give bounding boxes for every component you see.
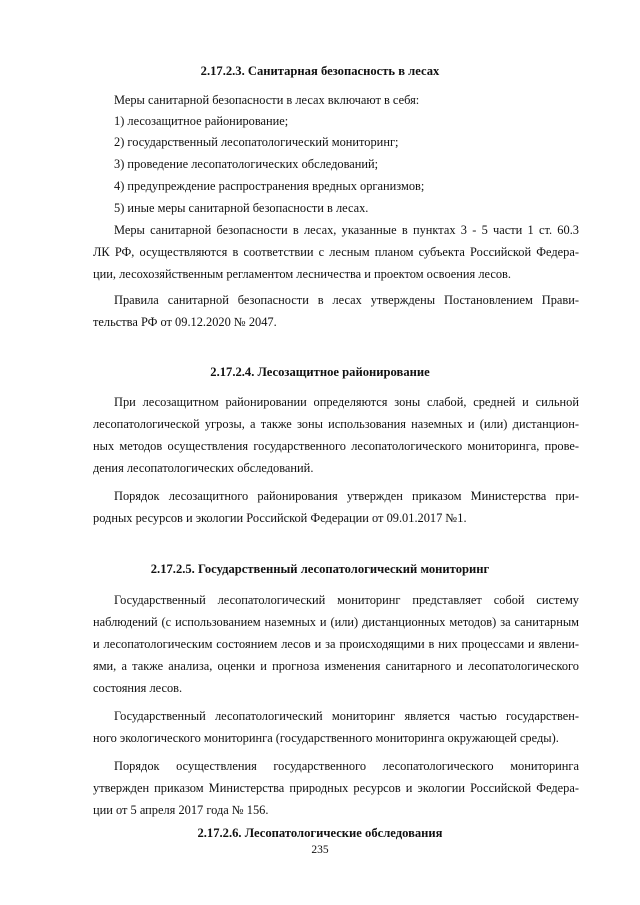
list-item: 5) иные меры санитарной безопасности в лесах.: [114, 201, 369, 215]
list-item: 4) предупреждение распространения вредных организмов;: [114, 179, 425, 193]
paragraph-line: ных методов осуществления государственного лесопатологического мониторинга, прове-: [93, 439, 579, 453]
paragraph-line: Меры санитарной безопасности в лесах включают в себя:: [114, 93, 420, 107]
list-item: 3) проведение лесопатологических обследований;: [114, 157, 379, 171]
paragraph-line: и лесопатологическим состоянием лесов и за происходящими в них процессами и явлени-: [93, 637, 579, 651]
page-number: 235: [311, 844, 329, 856]
section-heading-2-17-2-5: 2.17.2.5. Государственный лесопатологический мониторинг: [150, 562, 490, 576]
paragraph-line: ции от 5 апреля 2017 года № 156.: [93, 803, 269, 817]
paragraph-line: ями, а также анализа, оценки и прогноза изменения санитарного и лесопатологического: [93, 659, 579, 673]
paragraph-line: Порядок осуществления государственного лесопатологического мониторинга: [114, 759, 579, 773]
paragraph-line: Государственный лесопатологический мониторинг представляет собой систему: [114, 593, 579, 607]
section-heading-2-17-2-3: 2.17.2.3. Санитарная безопасность в лесах: [200, 64, 440, 78]
paragraph-line: Государственный лесопатологический мониторинг является частью государствен-: [114, 709, 579, 723]
section-heading-2-17-2-4: 2.17.2.4. Лесозащитное районирование: [210, 365, 430, 379]
paragraph-line: Порядок лесозащитного районирования утвержден приказом Министерства при-: [114, 489, 579, 503]
list-item: 1) лесозащитное районирование;: [114, 114, 289, 128]
section-heading-2-17-2-6: 2.17.2.6. Лесопатологические обследования: [197, 826, 443, 840]
paragraph-line: ЛК РФ, осуществляются в соответствии с лесным планом субъекта Российской Федера-: [93, 245, 579, 259]
paragraph-line: лесопатологической угрозы, а также зоны использования наземных и (или) дистанцион-: [93, 417, 579, 431]
paragraph-line: родных ресурсов и экологии Российской Федерации от 09.01.2017 №1.: [93, 511, 467, 525]
list-item: 2) государственный лесопатологический мониторинг;: [114, 135, 399, 149]
paragraph-line: Меры санитарной безопасности в лесах, указанные в пунктах 3 - 5 части 1 ст. 60.3: [114, 223, 579, 237]
paragraph-line: утвержден приказом Министерства природных ресурсов и экологии Российской Федера-: [93, 781, 579, 795]
paragraph-line: ции, лесохозяйственным регламентом лесничества и проектом освоения лесов.: [93, 267, 511, 281]
paragraph-line: состояния лесов.: [93, 681, 183, 695]
paragraph-line: наблюдений (с использованием наземных и (или) дистанционных методов) за санитарным: [93, 615, 579, 629]
paragraph-line: дения лесопатологических обследований.: [93, 461, 314, 475]
paragraph-line: тельства РФ от 09.12.2020 № 2047.: [93, 315, 277, 329]
paragraph-line: Правила санитарной безопасности в лесах утверждены Постановлением Прави-: [114, 293, 579, 307]
paragraph-line: При лесозащитном районировании определяются зоны слабой, средней и сильной: [114, 395, 579, 409]
paragraph-line: ного экологического мониторинга (государственного мониторинга окружающей среды).: [93, 731, 559, 745]
